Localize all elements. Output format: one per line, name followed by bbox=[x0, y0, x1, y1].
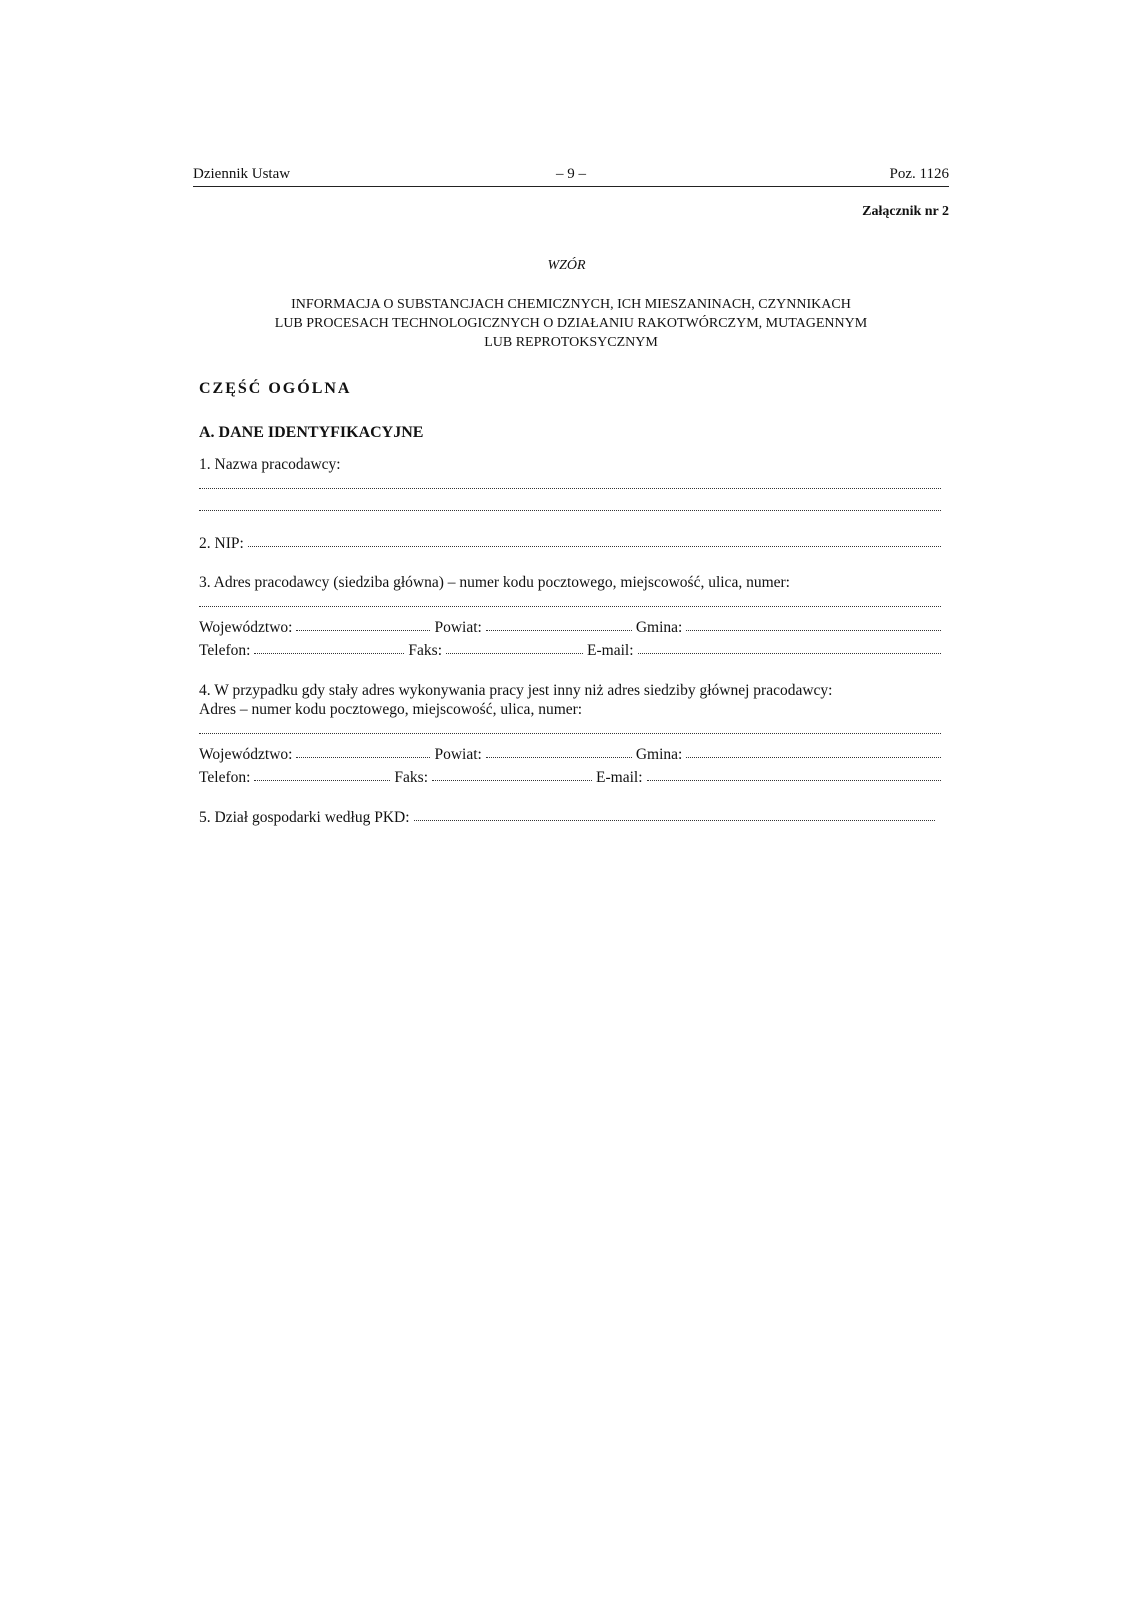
email-field[interactable] bbox=[638, 640, 941, 654]
voivodeship-label: Województwo: bbox=[199, 746, 293, 763]
work-address-field[interactable] bbox=[199, 713, 941, 734]
phone-label: Telefon: bbox=[199, 769, 251, 786]
commune-field[interactable] bbox=[686, 617, 941, 631]
pkd-row bbox=[199, 808, 935, 828]
county-label: Powiat: bbox=[434, 619, 482, 636]
county-field[interactable] bbox=[486, 617, 632, 631]
section-a-title: A. DANE IDENTYFIKACYJNE bbox=[199, 424, 424, 441]
annex-label: Załącznik nr 2 bbox=[862, 204, 949, 219]
voivodeship-label: Województwo: bbox=[199, 619, 293, 636]
fax-label: Faks: bbox=[408, 642, 443, 659]
nip-field[interactable] bbox=[248, 533, 941, 547]
position-number: Poz. 1126 bbox=[889, 166, 949, 182]
title-line: LUB REPROTOKSYCZNYM bbox=[484, 335, 658, 350]
fax-label: Faks: bbox=[394, 769, 429, 786]
pkd-label: 5. Dział gospodarki według PKD: bbox=[199, 809, 410, 826]
email-label: E-mail: bbox=[587, 642, 634, 659]
title-line: LUB PROCESACH TECHNOLOGICZNYCH O DZIAŁANIU RAKOTWÓRCZYM, MUTAGENNYM bbox=[274, 316, 868, 331]
employer-name-label: 1. Nazwa pracodawcy: bbox=[199, 456, 341, 473]
work-region-row bbox=[199, 745, 941, 765]
employer-name-field-line-1[interactable] bbox=[199, 468, 941, 489]
work-address-note: 4. W przypadku gdy stały adres wykonywania pracy jest inny niż adres siedziby głównej pracodawcy: bbox=[199, 682, 833, 699]
template-label: WZÓR bbox=[547, 258, 586, 273]
work-email-field[interactable] bbox=[647, 767, 941, 781]
contact-row bbox=[199, 641, 941, 661]
document-title bbox=[193, 295, 949, 352]
page-number: – 9 – bbox=[556, 166, 586, 182]
fax-field[interactable] bbox=[446, 640, 583, 654]
employer-name-field-line-2[interactable] bbox=[199, 490, 941, 511]
phone-field[interactable] bbox=[254, 640, 404, 654]
work-contact-row bbox=[199, 768, 941, 788]
phone-label: Telefon: bbox=[199, 642, 251, 659]
employer-address-field[interactable] bbox=[199, 586, 941, 607]
running-header bbox=[193, 166, 949, 187]
address-region-row bbox=[199, 618, 941, 638]
pkd-field[interactable] bbox=[414, 807, 935, 821]
work-voivodeship-field[interactable] bbox=[296, 744, 430, 758]
county-label: Powiat: bbox=[434, 746, 482, 763]
work-county-field[interactable] bbox=[486, 744, 632, 758]
email-label: E-mail: bbox=[596, 769, 643, 786]
work-address-label: Adres – numer kodu pocztowego, miejscowość, ulica, numer: bbox=[199, 701, 583, 718]
commune-label: Gmina: bbox=[635, 619, 683, 636]
work-fax-field[interactable] bbox=[432, 767, 592, 781]
nip-row bbox=[199, 534, 941, 554]
title-line: INFORMACJA O SUBSTANCJACH CHEMICZNYCH, ICH MIESZANINACH, CZYNNIKACH bbox=[291, 297, 851, 312]
part-title: CZĘŚĆ OGÓLNA bbox=[199, 380, 352, 397]
employer-address-label: 3. Adres pracodawcy (siedziba główna) – numer kodu pocztowego, miejscowość, ulica, numer: bbox=[199, 574, 790, 591]
work-commune-field[interactable] bbox=[686, 744, 941, 758]
journal-name: Dziennik Ustaw bbox=[193, 166, 291, 182]
commune-label: Gmina: bbox=[635, 746, 683, 763]
voivodeship-field[interactable] bbox=[296, 617, 430, 631]
work-phone-field[interactable] bbox=[254, 767, 390, 781]
nip-label: 2. NIP: bbox=[199, 535, 244, 552]
